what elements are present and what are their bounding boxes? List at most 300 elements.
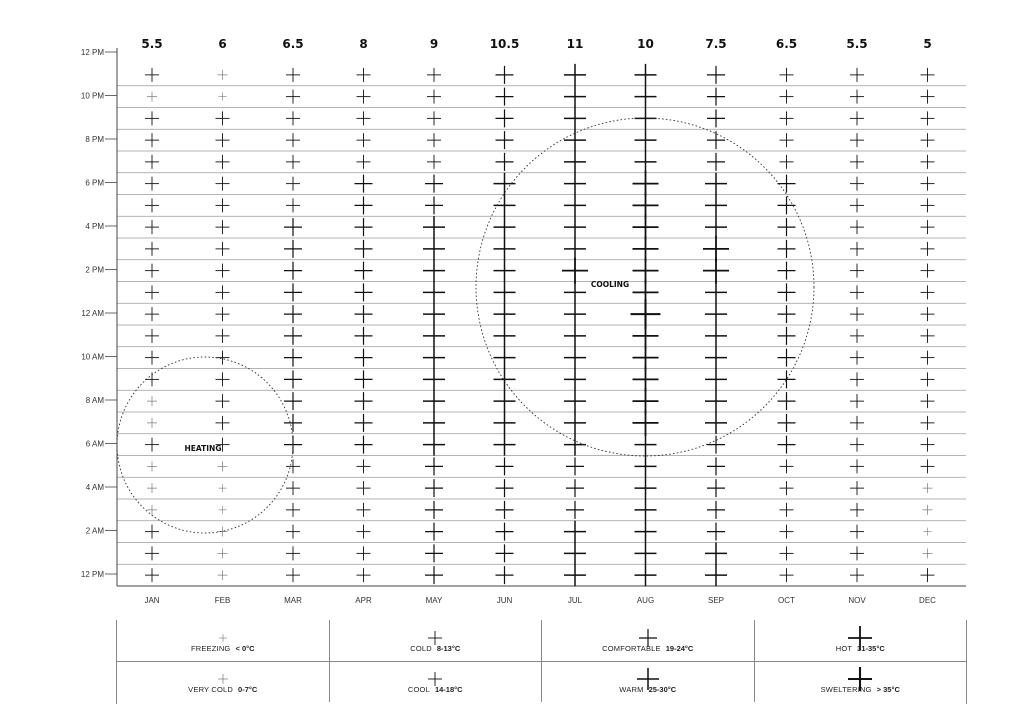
month-value-label: 6 — [218, 37, 227, 51]
temp-glyph — [494, 238, 516, 260]
temp-glyph — [218, 527, 228, 537]
temp-glyph — [284, 392, 302, 410]
temp-glyph — [564, 86, 586, 108]
temp-glyph — [780, 90, 794, 104]
temp-glyph — [850, 372, 864, 386]
temp-glyph — [286, 568, 300, 582]
temp-glyph — [564, 151, 586, 173]
month-axis-labels — [144, 596, 936, 605]
temp-glyph — [707, 66, 725, 84]
temp-glyph — [423, 368, 445, 390]
temp-glyph — [355, 305, 373, 323]
temp-glyph — [778, 414, 796, 432]
temp-glyph — [216, 416, 230, 430]
temp-glyph — [921, 416, 935, 430]
temp-glyph — [921, 220, 935, 234]
temp-glyph — [494, 173, 516, 195]
temp-glyph — [423, 434, 445, 456]
annotations — [117, 118, 814, 533]
temp-glyph — [778, 436, 796, 454]
temp-glyph — [423, 216, 445, 238]
temp-glyph — [921, 133, 935, 147]
temp-glyph — [564, 412, 586, 434]
temp-glyph — [425, 457, 443, 475]
temp-glyph — [850, 307, 864, 321]
temp-glyph — [425, 175, 443, 193]
temp-glyph — [357, 481, 371, 495]
temp-glyph — [425, 196, 443, 214]
temp-glyph — [145, 155, 159, 169]
temp-glyph — [145, 546, 159, 560]
temp-glyph — [850, 264, 864, 278]
temp-glyph — [423, 238, 445, 260]
temp-glyph — [427, 90, 441, 104]
temp-glyph — [778, 218, 796, 236]
temp-glyph — [562, 258, 588, 284]
temp-glyph — [850, 133, 864, 147]
legend-range: 8-13°C — [436, 644, 461, 653]
temp-glyph — [780, 111, 794, 125]
temp-glyph — [216, 198, 230, 212]
temp-glyph — [147, 505, 157, 515]
temp-glyph — [284, 305, 302, 323]
legend-row-top — [117, 620, 966, 662]
temp-glyph — [286, 177, 300, 191]
temp-glyph — [218, 461, 228, 471]
temp-glyph — [921, 177, 935, 191]
temp-glyph — [496, 153, 514, 171]
month-label: SEP — [707, 596, 725, 605]
hour-label: 6 PM — [85, 178, 104, 188]
temp-glyph — [923, 483, 933, 493]
legend-glyph — [218, 674, 228, 684]
temp-glyph — [357, 68, 371, 82]
temp-glyph — [564, 542, 586, 564]
temp-glyph — [145, 351, 159, 365]
temp-glyph — [145, 438, 159, 452]
temp-glyph — [850, 155, 864, 169]
month-label: JUL — [567, 596, 583, 605]
temp-glyph — [705, 281, 727, 303]
temp-glyph — [145, 220, 159, 234]
temp-glyph — [286, 503, 300, 517]
temp-glyph — [778, 262, 796, 280]
temp-glyph — [778, 283, 796, 301]
temp-glyph — [705, 542, 727, 564]
temp-glyph — [921, 155, 935, 169]
month-value-label: 5.5 — [846, 37, 868, 51]
temp-glyph — [216, 155, 230, 169]
temp-glyph — [355, 327, 373, 345]
temp-glyph — [218, 570, 228, 580]
temp-glyph — [778, 392, 796, 410]
temp-glyph — [355, 436, 373, 454]
temp-glyph — [357, 155, 371, 169]
legend-glyph — [428, 631, 442, 645]
temp-glyph — [566, 479, 584, 497]
temp-glyph — [494, 434, 516, 456]
hour-label: 2 AM — [85, 526, 104, 536]
hour-label: 4 AM — [85, 483, 104, 492]
month-value-label: 5.5 — [141, 37, 163, 51]
temp-glyph — [705, 216, 727, 238]
temp-glyph — [216, 133, 230, 147]
temp-glyph — [705, 303, 727, 325]
temp-glyph — [494, 303, 516, 325]
legend-item-comfortable — [541, 620, 754, 661]
temp-glyph — [778, 370, 796, 388]
legend-item-cold — [329, 620, 542, 661]
temp-glyph — [357, 133, 371, 147]
temp-glyph — [921, 372, 935, 386]
temp-glyph — [921, 568, 935, 582]
temperature-legend — [116, 620, 967, 704]
legend-name: HOT — [835, 644, 853, 653]
temp-glyph — [496, 544, 514, 562]
month-label: FEB — [214, 596, 231, 605]
temp-glyph — [357, 525, 371, 539]
temp-glyph — [496, 523, 514, 541]
temp-glyph — [921, 68, 935, 82]
temp-glyph — [286, 155, 300, 169]
legend-name: COMFORTABLE — [602, 644, 661, 653]
temp-glyph — [850, 568, 864, 582]
legend-range: 31-35°C — [857, 644, 885, 653]
temp-glyph — [496, 479, 514, 497]
temp-glyph — [564, 194, 586, 216]
temp-glyph — [705, 194, 727, 216]
temp-glyph — [564, 390, 586, 412]
temp-glyph — [357, 503, 371, 517]
temp-glyph — [850, 503, 864, 517]
temp-glyph — [635, 499, 657, 521]
legend-range: 19-24°C — [665, 644, 694, 653]
temp-glyph — [216, 111, 230, 125]
month-label: MAR — [284, 596, 302, 605]
temp-glyph — [355, 218, 373, 236]
temp-glyph — [145, 68, 159, 82]
temp-glyph — [564, 173, 586, 195]
month-value-label: 8 — [359, 37, 368, 51]
temp-glyph — [423, 260, 445, 282]
temp-glyph — [425, 501, 443, 519]
temp-glyph — [496, 501, 514, 519]
temp-glyph — [705, 347, 727, 369]
temp-glyph — [564, 107, 586, 129]
month-value-label: 6.5 — [282, 37, 304, 51]
hour-label: 12 PM — [80, 570, 104, 579]
temp-glyph — [219, 484, 227, 492]
temp-glyph — [633, 410, 659, 436]
temp-glyph — [496, 566, 514, 584]
hour-label: 12 AM — [81, 309, 104, 318]
temp-glyph — [850, 242, 864, 256]
temp-glyph — [286, 525, 300, 539]
legend-range: > 35°C — [876, 685, 900, 694]
hour-label: 6 AM — [85, 439, 104, 449]
temp-glyph — [355, 392, 373, 410]
temp-glyph — [427, 133, 441, 147]
legend-item-warm — [541, 661, 754, 702]
temp-glyph — [707, 436, 725, 454]
temp-glyph — [219, 506, 227, 514]
temp-glyph — [494, 368, 516, 390]
temp-glyph — [145, 133, 159, 147]
temp-glyph — [850, 525, 864, 539]
temp-glyph — [494, 260, 516, 282]
temp-glyph — [355, 414, 373, 432]
temp-glyph — [145, 242, 159, 256]
temp-glyph — [496, 457, 514, 475]
legend-name: COLD — [410, 644, 432, 653]
legend-item-very-cold — [117, 661, 329, 702]
temp-glyph — [216, 285, 230, 299]
temp-glyph — [355, 175, 373, 193]
temp-glyph — [423, 325, 445, 347]
temp-glyph — [564, 564, 586, 586]
temp-glyph — [564, 64, 586, 86]
temp-glyph — [286, 546, 300, 560]
temp-glyph — [778, 349, 796, 367]
temp-glyph — [635, 151, 657, 173]
temp-glyph — [494, 281, 516, 303]
hour-axis-labels — [81, 48, 117, 579]
legend-item-cool — [329, 661, 542, 702]
temp-glyph — [564, 325, 586, 347]
temp-glyph — [780, 568, 794, 582]
temp-glyph — [216, 394, 230, 408]
legend-range: 25-30°C — [648, 685, 677, 694]
temp-glyph — [921, 198, 935, 212]
month-value-label: 6.5 — [775, 37, 798, 51]
temp-glyph — [425, 544, 443, 562]
temp-glyph — [564, 347, 586, 369]
temp-glyph — [566, 501, 584, 519]
temp-glyph — [145, 307, 159, 321]
temp-glyph — [850, 198, 864, 212]
temp-glyph — [219, 93, 227, 101]
legend-name: FREEZING — [190, 644, 231, 653]
temp-glyph — [850, 438, 864, 452]
temp-glyph — [705, 368, 727, 390]
heating-label: HEATING — [184, 444, 222, 453]
temp-glyph — [564, 303, 586, 325]
temp-glyph — [921, 307, 935, 321]
legend-glyph — [428, 672, 442, 686]
temp-glyph — [780, 459, 794, 473]
temp-glyph — [850, 90, 864, 104]
legend-name: SWELTERING — [820, 685, 872, 694]
temp-glyph — [286, 459, 300, 473]
temp-glyph — [921, 242, 935, 256]
month-value-label: 10.5 — [489, 37, 520, 51]
month-value-label: 9 — [429, 37, 439, 51]
temp-glyph — [778, 196, 796, 214]
temp-glyph — [216, 372, 230, 386]
temp-glyph — [780, 503, 794, 517]
temp-glyph — [564, 129, 586, 151]
temp-glyph — [218, 70, 228, 80]
temp-glyph — [496, 88, 514, 106]
temp-glyph — [286, 133, 300, 147]
temp-glyph — [147, 418, 157, 428]
temp-glyph — [921, 394, 935, 408]
temp-glyph — [494, 412, 516, 434]
temp-glyph — [635, 564, 657, 586]
temp-glyph — [564, 238, 586, 260]
temp-glyph — [850, 416, 864, 430]
temp-glyph — [635, 477, 657, 499]
legend-name: WARM — [619, 685, 644, 694]
temp-glyph — [284, 218, 302, 236]
temp-glyph — [145, 177, 159, 191]
temp-glyph — [216, 220, 230, 234]
legend-range: 14-18°C — [434, 685, 463, 694]
temp-glyph — [494, 216, 516, 238]
month-label: JUN — [496, 596, 513, 605]
month-label: APR — [355, 596, 372, 605]
temp-glyph — [423, 412, 445, 434]
temp-glyph — [284, 262, 302, 280]
temp-glyph — [921, 438, 935, 452]
temp-glyph — [357, 546, 371, 560]
temp-glyph — [425, 523, 443, 541]
temp-glyph — [427, 155, 441, 169]
temp-glyph — [355, 262, 373, 280]
temp-glyph — [850, 351, 864, 365]
temp-glyph — [147, 396, 157, 406]
temp-glyph — [635, 521, 657, 543]
temp-glyph — [284, 327, 302, 345]
temp-glyph — [778, 327, 796, 345]
cooling-label: COOLING — [590, 280, 630, 289]
temp-glyph — [850, 111, 864, 125]
legend-name: VERY COLD — [188, 685, 234, 694]
temp-glyph — [566, 457, 584, 475]
temp-glyph — [427, 68, 441, 82]
temp-glyph — [145, 329, 159, 343]
temp-glyph — [707, 88, 725, 106]
temp-glyph — [216, 329, 230, 343]
hour-label: 10 AM — [81, 352, 104, 362]
temp-glyph — [286, 90, 300, 104]
temp-glyph — [425, 566, 443, 584]
temp-glyph — [850, 394, 864, 408]
temp-glyph — [850, 459, 864, 473]
row-gridlines — [117, 86, 966, 565]
temp-glyph — [635, 86, 657, 108]
hour-label: 12 PM — [80, 48, 104, 57]
temp-glyph — [355, 349, 373, 367]
temp-glyph — [921, 351, 935, 365]
temp-glyph — [705, 412, 727, 434]
month-value-labels — [141, 37, 931, 51]
month-label: NOV — [848, 596, 866, 605]
temp-glyph — [705, 173, 727, 195]
temp-glyph — [494, 390, 516, 412]
temp-glyph — [145, 525, 159, 539]
temp-glyph — [921, 329, 935, 343]
temp-glyph — [423, 303, 445, 325]
legend-glyph — [219, 634, 227, 642]
temp-glyph — [635, 129, 657, 151]
temp-glyph — [145, 198, 159, 212]
month-value-label: 10 — [637, 37, 654, 51]
temp-glyph — [780, 481, 794, 495]
legend-item-sweltering — [754, 661, 967, 702]
temp-glyph — [707, 501, 725, 519]
temp-glyph — [216, 242, 230, 256]
hour-label: 8 AM — [85, 396, 104, 405]
temp-glyph — [705, 564, 727, 586]
temp-glyph — [494, 347, 516, 369]
temp-glyph — [284, 370, 302, 388]
temp-glyph — [850, 177, 864, 191]
temp-glyph — [496, 66, 514, 84]
temp-glyph — [423, 347, 445, 369]
temp-glyph — [286, 111, 300, 125]
temp-glyph — [145, 264, 159, 278]
temp-glyph — [778, 305, 796, 323]
temp-glyph — [778, 175, 796, 193]
month-value-label: 5 — [923, 37, 932, 51]
legend-name: COOL — [407, 685, 430, 694]
temp-glyph — [355, 283, 373, 301]
temp-glyph — [494, 325, 516, 347]
legend-item-freezing — [117, 620, 329, 661]
temp-glyph — [496, 109, 514, 127]
temp-glyph — [780, 68, 794, 82]
temp-glyph — [707, 131, 725, 149]
temp-glyph — [423, 281, 445, 303]
temp-glyph — [355, 240, 373, 258]
legend-row-bottom — [117, 661, 966, 702]
hour-label: 8 PM — [85, 135, 104, 144]
month-label: MAY — [425, 596, 443, 605]
month-value-label: 7.5 — [705, 37, 727, 51]
temp-glyph — [921, 264, 935, 278]
temp-glyph — [357, 459, 371, 473]
temp-glyph — [564, 216, 586, 238]
temp-glyph — [921, 111, 935, 125]
temp-glyph — [216, 307, 230, 321]
temp-glyph — [703, 258, 729, 284]
temp-glyph — [921, 285, 935, 299]
temp-glyph — [496, 131, 514, 149]
temp-glyph — [284, 240, 302, 258]
temp-glyph — [921, 459, 935, 473]
temp-glyph — [145, 285, 159, 299]
legend-range: < 0°C — [235, 644, 255, 653]
temp-glyph — [923, 548, 933, 558]
temp-glyph — [218, 548, 228, 558]
temp-glyph — [707, 479, 725, 497]
temp-glyph — [147, 461, 157, 471]
month-label: OCT — [778, 596, 795, 605]
hour-label: 2 PM — [85, 265, 104, 275]
temp-glyph — [850, 481, 864, 495]
legend-item-hot — [754, 620, 967, 661]
temp-glyph — [780, 525, 794, 539]
hour-label: 4 PM — [85, 222, 104, 231]
temp-glyph — [635, 107, 657, 129]
temp-glyph — [147, 92, 157, 102]
temp-glyph — [850, 220, 864, 234]
temp-glyph — [357, 568, 371, 582]
temp-glyph — [705, 390, 727, 412]
temp-glyph — [284, 349, 302, 367]
temp-glyph — [425, 479, 443, 497]
